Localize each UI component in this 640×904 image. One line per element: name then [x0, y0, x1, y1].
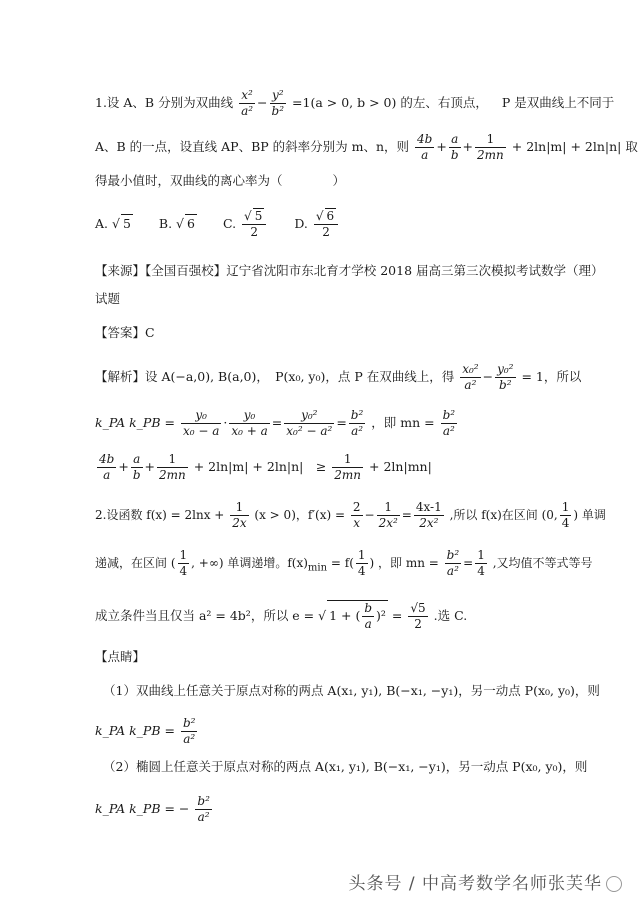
operator: = [336, 415, 347, 430]
fraction [351, 500, 363, 531]
answer-line: 【答案】C [95, 325, 155, 340]
sqrt-part: )² [376, 608, 386, 623]
fraction [195, 794, 212, 825]
denominator: b² [271, 104, 285, 118]
fraction [495, 362, 515, 393]
numerator: 1 [377, 500, 400, 516]
analysis-text: ,又均值不等式等号 [492, 556, 593, 570]
problem-text: A、B 的一点，设直线 AP、BP 的斜率分别为 m、n，则 [95, 139, 410, 154]
fraction [560, 500, 572, 531]
numerator: b² [446, 548, 460, 562]
numerator: b [364, 601, 373, 615]
analysis-line-3 [95, 452, 640, 483]
numerator: 6 [326, 209, 335, 223]
denominator: x₀ − a [182, 424, 220, 438]
watermark [348, 869, 622, 894]
denominator: x₀² − a² [286, 424, 333, 438]
denominator: a [103, 468, 111, 482]
numerator: 1 [561, 500, 570, 514]
analysis-text: = f [330, 556, 350, 570]
fraction [349, 408, 366, 439]
fraction [415, 132, 434, 163]
fraction [414, 500, 444, 531]
slope-product: k_PA k_PB = − [95, 801, 190, 816]
numerator: 1 [475, 132, 506, 148]
fraction [230, 500, 248, 531]
denominator: 4 [561, 516, 570, 530]
denominator: 2 [322, 225, 330, 239]
analysis-text: 递减，在区间 [95, 556, 168, 570]
operator: + [436, 139, 447, 154]
option-d [294, 209, 340, 239]
denominator: a² [446, 564, 459, 578]
numerator: x₀² [462, 362, 479, 376]
numerator: 1 [477, 548, 485, 562]
denominator: 2mn [334, 468, 362, 482]
denominator: 4 [357, 564, 366, 578]
denominator: a² [464, 378, 477, 392]
analysis-line-6: 成立条件当且仅当 a² = 4b²，所以 e = √ 1 + ( $\frac{b}{a}$ )² = $\frac{√5}{2}$ .选 C. [95, 601, 468, 631]
operator: + [144, 459, 155, 474]
analysis-line-5 [95, 548, 640, 579]
fraction [377, 500, 400, 531]
option-value: 6 [187, 215, 195, 231]
operator: − [364, 508, 375, 522]
problem-line-1: 1.设 A、B 分别为双曲线 $\frac{\text{x²}}{\text{a²}}$ − $\frac{\text{y²}}{\text{b²}}$ =1(a > 0, b > 0) 的左、右顶点， P 是双曲线上不同于 [95, 88, 615, 118]
denominator: b [450, 148, 459, 162]
analysis-line-1 [95, 362, 640, 393]
analysis-text: + 2ln|mn| [369, 459, 432, 474]
denominator: x [353, 516, 361, 530]
problem-text: 得最小值时，双曲线的离心率为（ ） [95, 173, 346, 188]
fraction [475, 548, 487, 579]
numerator: 1 [157, 452, 188, 468]
numerator: 1 [332, 452, 363, 468]
operator: = [401, 508, 412, 522]
operator: + [118, 459, 129, 474]
fraction [131, 452, 143, 483]
fraction: $\frac{√ 5}{2}$ [242, 208, 266, 240]
option-value: 5 [122, 215, 131, 231]
fraction [356, 548, 368, 579]
numerator: b² [442, 408, 456, 422]
option-a: A. √ 5 [95, 215, 131, 231]
sqrt-part: 1 + ( [329, 608, 361, 623]
denominator: b² [499, 378, 512, 392]
fraction [408, 601, 427, 632]
numerator: y² [270, 88, 287, 104]
denominator: a² [442, 424, 455, 438]
numerator: y₀² [284, 408, 334, 424]
analysis-text: ，即 mn = [371, 415, 435, 430]
sqrt-expression [327, 600, 388, 632]
fraction [157, 452, 188, 483]
denominator: a [364, 617, 372, 631]
operator: = [463, 556, 474, 570]
denominator: a² [241, 104, 254, 118]
source-line-2: 试题 [95, 291, 121, 306]
note-1-line-2 [95, 716, 640, 747]
analysis-text: = 1，所以 [521, 369, 582, 384]
operator: = [271, 415, 283, 430]
paren: ( [349, 556, 354, 570]
slope-product: k_PA k_PB = [95, 723, 175, 738]
numerator: a [449, 132, 461, 148]
numerator: 4x-1 [415, 500, 442, 514]
problem-line-3 [95, 172, 640, 190]
fraction [460, 362, 480, 393]
operator: − [482, 369, 494, 384]
problem-text: + 2ln|m| + 2ln|n| 取 [511, 139, 638, 154]
denominator: 4 [179, 564, 188, 578]
operator: = [391, 608, 403, 623]
problem-text: 1.设 A、B 分别为双曲线 [95, 95, 234, 110]
option-label: C. [222, 215, 237, 231]
problem-text: =1(a > 0, b > 0) 的左、右顶点， [292, 95, 488, 110]
fraction [270, 88, 287, 119]
analysis-text: 【解析】设 A(−a,0), B(a,0)， P(x₀, y₀)，点 P 在双曲线上，得 [95, 369, 455, 384]
analysis-text: .选 C. [433, 608, 468, 623]
source-line-1: 【来源】【全国百强校】辽宁省沈阳市东北育才学校 2018 届高三第三次模拟考试数学（理） [95, 263, 604, 278]
denominator: 2mn [158, 468, 186, 482]
numerator: a [131, 452, 143, 468]
numerator: 4b [417, 132, 433, 146]
numerator: 1 [230, 500, 248, 516]
fraction [97, 452, 116, 483]
option-c [222, 209, 268, 239]
option-label: D. [294, 215, 308, 231]
numerator: √5 [410, 601, 426, 615]
option-label: B. [158, 215, 173, 231]
analysis-text: + 2ln|m| + 2ln|n| ≥ [193, 459, 327, 474]
fraction [239, 88, 255, 119]
problem-line-2 [95, 132, 640, 163]
slope-product: k_PA k_PB = [95, 415, 175, 430]
denominator: 4 [477, 564, 485, 578]
fraction: $\frac{√ 6}{2}$ [314, 208, 338, 240]
analysis-text: 2.设函数 f(x) = 2lnx + [95, 508, 225, 522]
numerator: x² [239, 88, 255, 104]
numerator: 2 [352, 500, 361, 514]
numerator: 5 [254, 209, 263, 223]
denominator: b [132, 468, 141, 482]
analysis-text: (x > 0)，f′(x) = [254, 508, 346, 522]
interval-bracket: ) [573, 508, 579, 522]
numerator: y₀ [229, 408, 269, 424]
fraction [445, 548, 462, 579]
subscript: min [307, 562, 328, 574]
interval-bracket: ( [170, 556, 176, 570]
note-2-line-1: （2）椭圆上任意关于原点对称的两点 A(x₁, y₁), B(−x₁, −y₁)，另一动点 P(x₀, y₀)，则 [103, 759, 588, 774]
denominator: 2 [250, 225, 259, 239]
operator: · [223, 415, 228, 430]
fraction [441, 408, 458, 439]
operator: + [462, 139, 474, 154]
option-b: B. √ 6 [158, 215, 195, 231]
fraction [332, 452, 363, 483]
numerator: b² [350, 408, 364, 422]
analysis-text: ,所以 f(x)在区间 [449, 508, 538, 522]
analysis-line-2 [95, 408, 640, 439]
denominator: a² [197, 810, 210, 824]
option-label: A. [95, 215, 109, 231]
analysis-text: ，即 mn = [378, 556, 439, 570]
denominator: 2x² [378, 516, 398, 530]
analysis-text: , +∞) 单调递增。f(x) [191, 556, 308, 570]
fraction [181, 716, 198, 747]
fraction [229, 408, 269, 439]
denominator: a² [351, 424, 364, 438]
fraction [284, 408, 334, 439]
interval-bracket: (0, [541, 508, 558, 522]
watermark-logo-icon [606, 876, 622, 892]
notes-title: 【点睛】 [95, 649, 146, 664]
note-1-line-1: （1）双曲线上任意关于原点对称的两点 A(x₁, y₁), B(−x₁, −y₁)，另一动点 P(x₀, y₀)，则 [103, 683, 600, 698]
denominator: 2 [414, 617, 422, 631]
denominator: x₀ + a [231, 424, 268, 438]
numerator: 4b [99, 452, 115, 466]
fraction [449, 132, 461, 163]
options-row [95, 208, 640, 240]
fraction [475, 132, 506, 163]
numerator: b² [182, 716, 196, 730]
analysis-line-4 [95, 500, 640, 531]
denominator: 2x [232, 516, 247, 530]
problem-text: P 是双曲线上不同于 [501, 95, 615, 110]
analysis-text: 单调 [581, 508, 606, 522]
numerator: 1 [357, 548, 366, 562]
numerator: y₀² [497, 362, 514, 376]
denominator: a² [183, 732, 196, 746]
paren: ) [369, 556, 375, 570]
numerator: b² [197, 794, 210, 808]
numerator: y₀ [181, 408, 221, 424]
denominator: 2x² [419, 516, 439, 530]
note-2-line-2 [95, 794, 640, 825]
watermark-text: 头条号 / 中高考数学名师张芙华 [348, 874, 602, 894]
denominator: 2mn [477, 148, 504, 162]
fraction [362, 601, 374, 632]
fraction [181, 408, 221, 439]
denominator: a [421, 148, 429, 162]
analysis-text: 成立条件当且仅当 a² = 4b²，所以 e = [95, 608, 315, 623]
fraction [178, 548, 190, 579]
numerator: 1 [179, 548, 188, 562]
